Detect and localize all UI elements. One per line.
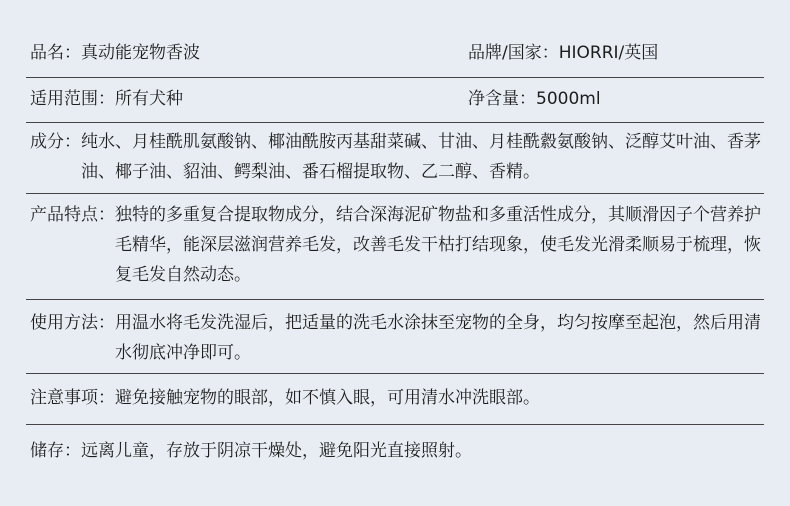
storage-value: 远离儿童，存放于阴凉干燥处，避免阳光直接照射。 bbox=[81, 441, 472, 461]
features-label: 产品特点： bbox=[30, 205, 115, 225]
divider bbox=[26, 424, 764, 425]
divider bbox=[26, 77, 764, 78]
method-value: 用温水将毛发洗湿后，把适量的洗毛水涂抹至宠物的全身，均匀按摩至起泡，然后用清水彻底冲净即可。 bbox=[115, 313, 761, 363]
ingredients-row bbox=[30, 127, 765, 187]
usage-row bbox=[30, 84, 765, 114]
divider bbox=[26, 299, 764, 300]
brand-country bbox=[468, 38, 658, 68]
method-label: 使用方法： bbox=[30, 313, 115, 333]
brand-label: 品牌/国家： bbox=[468, 43, 559, 63]
ingredients-value: 纯水、月桂酰肌氨酸钠、椰油酰胺丙基甜菜碱、甘油、月桂酰縠氨酸钠、泛醇艾叶油、香茅油、椰子油、貂油、鳄梨油、番石榴提取物、乙二醇、香精。 bbox=[81, 132, 761, 182]
cautions-row bbox=[30, 383, 765, 413]
product-name-row bbox=[30, 38, 765, 68]
net-volume bbox=[468, 84, 601, 114]
usage-scope bbox=[30, 84, 183, 114]
product-name-value: 真动能宠物香波 bbox=[81, 43, 200, 63]
usage-scope-label: 适用范围： bbox=[30, 89, 115, 109]
features-row bbox=[30, 200, 765, 290]
divider bbox=[26, 122, 764, 123]
usage-scope-value: 所有犬种 bbox=[115, 89, 183, 109]
storage-row bbox=[30, 436, 765, 466]
net-volume-label: 净含量： bbox=[468, 89, 536, 109]
product-name bbox=[30, 38, 200, 68]
product-name-label: 品名： bbox=[30, 43, 81, 63]
net-volume-value: 5000ml bbox=[536, 89, 601, 109]
brand-value: HIORRI/英国 bbox=[558, 43, 659, 63]
cautions-value: 避免接触宠物的眼部，如不慎入眼，可用清水冲洗眼部。 bbox=[115, 388, 540, 408]
features-value: 独特的多重复合提取物成分，结合深海泥矿物盐和多重活性成分，其顺滑因子个营养护毛精华，能深层滋润营养毛发，改善毛发干枯打结现象，使毛发光滑柔顺易于梳理，恢复毛发自然动态。 bbox=[115, 205, 761, 285]
divider bbox=[26, 193, 764, 194]
method-row bbox=[30, 308, 765, 368]
storage-label: 储存： bbox=[30, 441, 81, 461]
cautions-label: 注意事项： bbox=[30, 388, 115, 408]
ingredients-label: 成分： bbox=[30, 132, 81, 152]
divider bbox=[26, 373, 764, 374]
